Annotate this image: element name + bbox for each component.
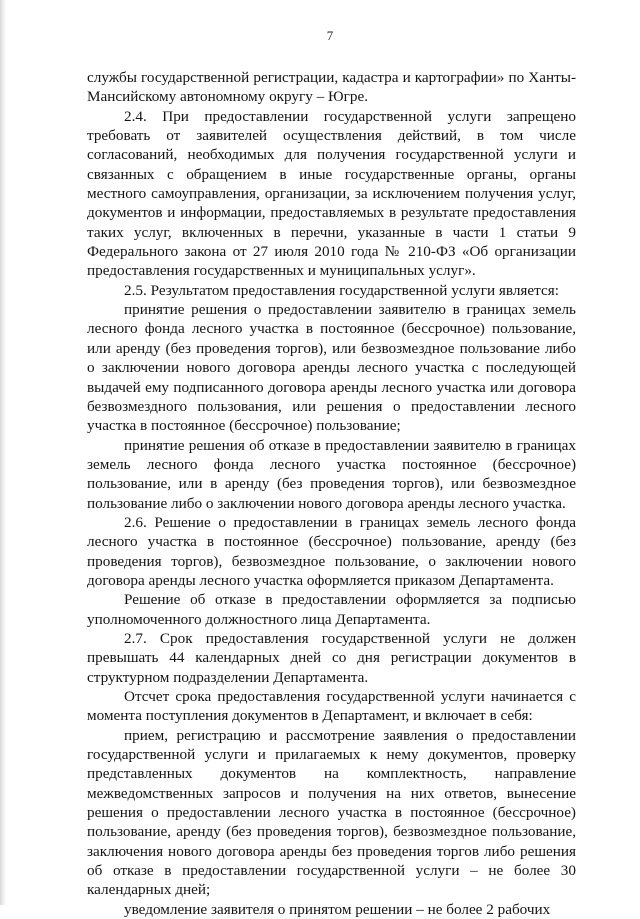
paragraph-2-5: 2.5. Результатом предоставления государственной услуги является:: [124, 281, 559, 299]
paragraph-term-start: Отсчет срока предоставления государственной услуги начинается с момента поступления документов в Департамент, и включает в себя:: [87, 688, 576, 725]
paragraph-2-4: 2.4. При предоставлении государственной услуги запрещено требовать от заявителей осуществления действий, в том числе согласований, необходимых для получения государственной услуги и связанных с обращением в иные государственные органы, органы местного самоуправления, организации, за исключением получения услуг, документов и информации, предоставляемых в результате предоставления таких услуг, включенных в перечни, указанные в части 1 статьи 9 Федерального закона от 27 июля 2010 года № 210-ФЗ «Об организации предоставления государственных и муниципальных услуг».: [87, 107, 576, 280]
paragraph-term-review: прием, регистрацию и рассмотрение заявления о предоставлении государственной услуги и прилагаемых к нему документов, проверку представленных документов на комплектность, направление межведомственных запросов и получения на них ответов, вынесение решения о предоставлении лесного участка в постоянное (бессрочное) пользование, аренду (без проведения торгов), безвозмездное пользование, заключения нового договора аренды без проведения торгов либо решения об отказе в предоставлении государственной услуги – не более 30 календарных дней;: [87, 726, 576, 899]
body-text: [87, 68, 576, 919]
paragraph-result-refusal: принятие решения об отказе в предоставлении заявителю в границах земель лесного фонда лесного участка постоянное (бессрочное) пользование, или в аренду (без проведения торгов), или безвозмездное пользование либо о заключении нового договора аренды лесного участка.: [87, 436, 576, 512]
paragraph-refusal-signature: Решение об отказе в предоставлении оформляется за подписью уполномоченного должностного лица Департамента.: [87, 591, 576, 628]
paragraph-term-notify: уведомление заявителя о принятом решении – не более 2 рабочих: [124, 900, 551, 918]
page-number: 7: [326, 28, 334, 43]
paragraph-result-grant: принятие решения о предоставлении заявителю в границах земель лесного фонда лесного участка в постоянное (бессрочное) пользование, или аренду (без проведения торгов), или безвозмездное пользование либо о заключении нового договора аренды лесного участка с последующей выдачей ему подписанного договора аренды лесного участка или договора безвозмездного пользования, или решения о предоставлении лесного участка в постоянное (бессрочное) пользование;: [87, 301, 576, 435]
paragraph-continuation: службы государственной регистрации, кадастра и картографии» по Ханты-Мансийскому автономному округу – Югре.: [87, 69, 576, 106]
scan-edge: [0, 0, 6, 905]
paragraph-2-7: 2.7. Срок предоставления государственной услуги не должен превышать 44 календарных дней со дня регистрации документов в структурном подразделении Департамента.: [87, 629, 576, 686]
paragraph-2-6: 2.6. Решение о предоставлении в границах земель лесного фонда лесного участка в постоянное (бессрочное) пользование, аренду (без проведения торгов), безвозмездное пользование, о заключении нового договора аренды лесного участка оформляется приказом Департамента.: [87, 513, 576, 589]
